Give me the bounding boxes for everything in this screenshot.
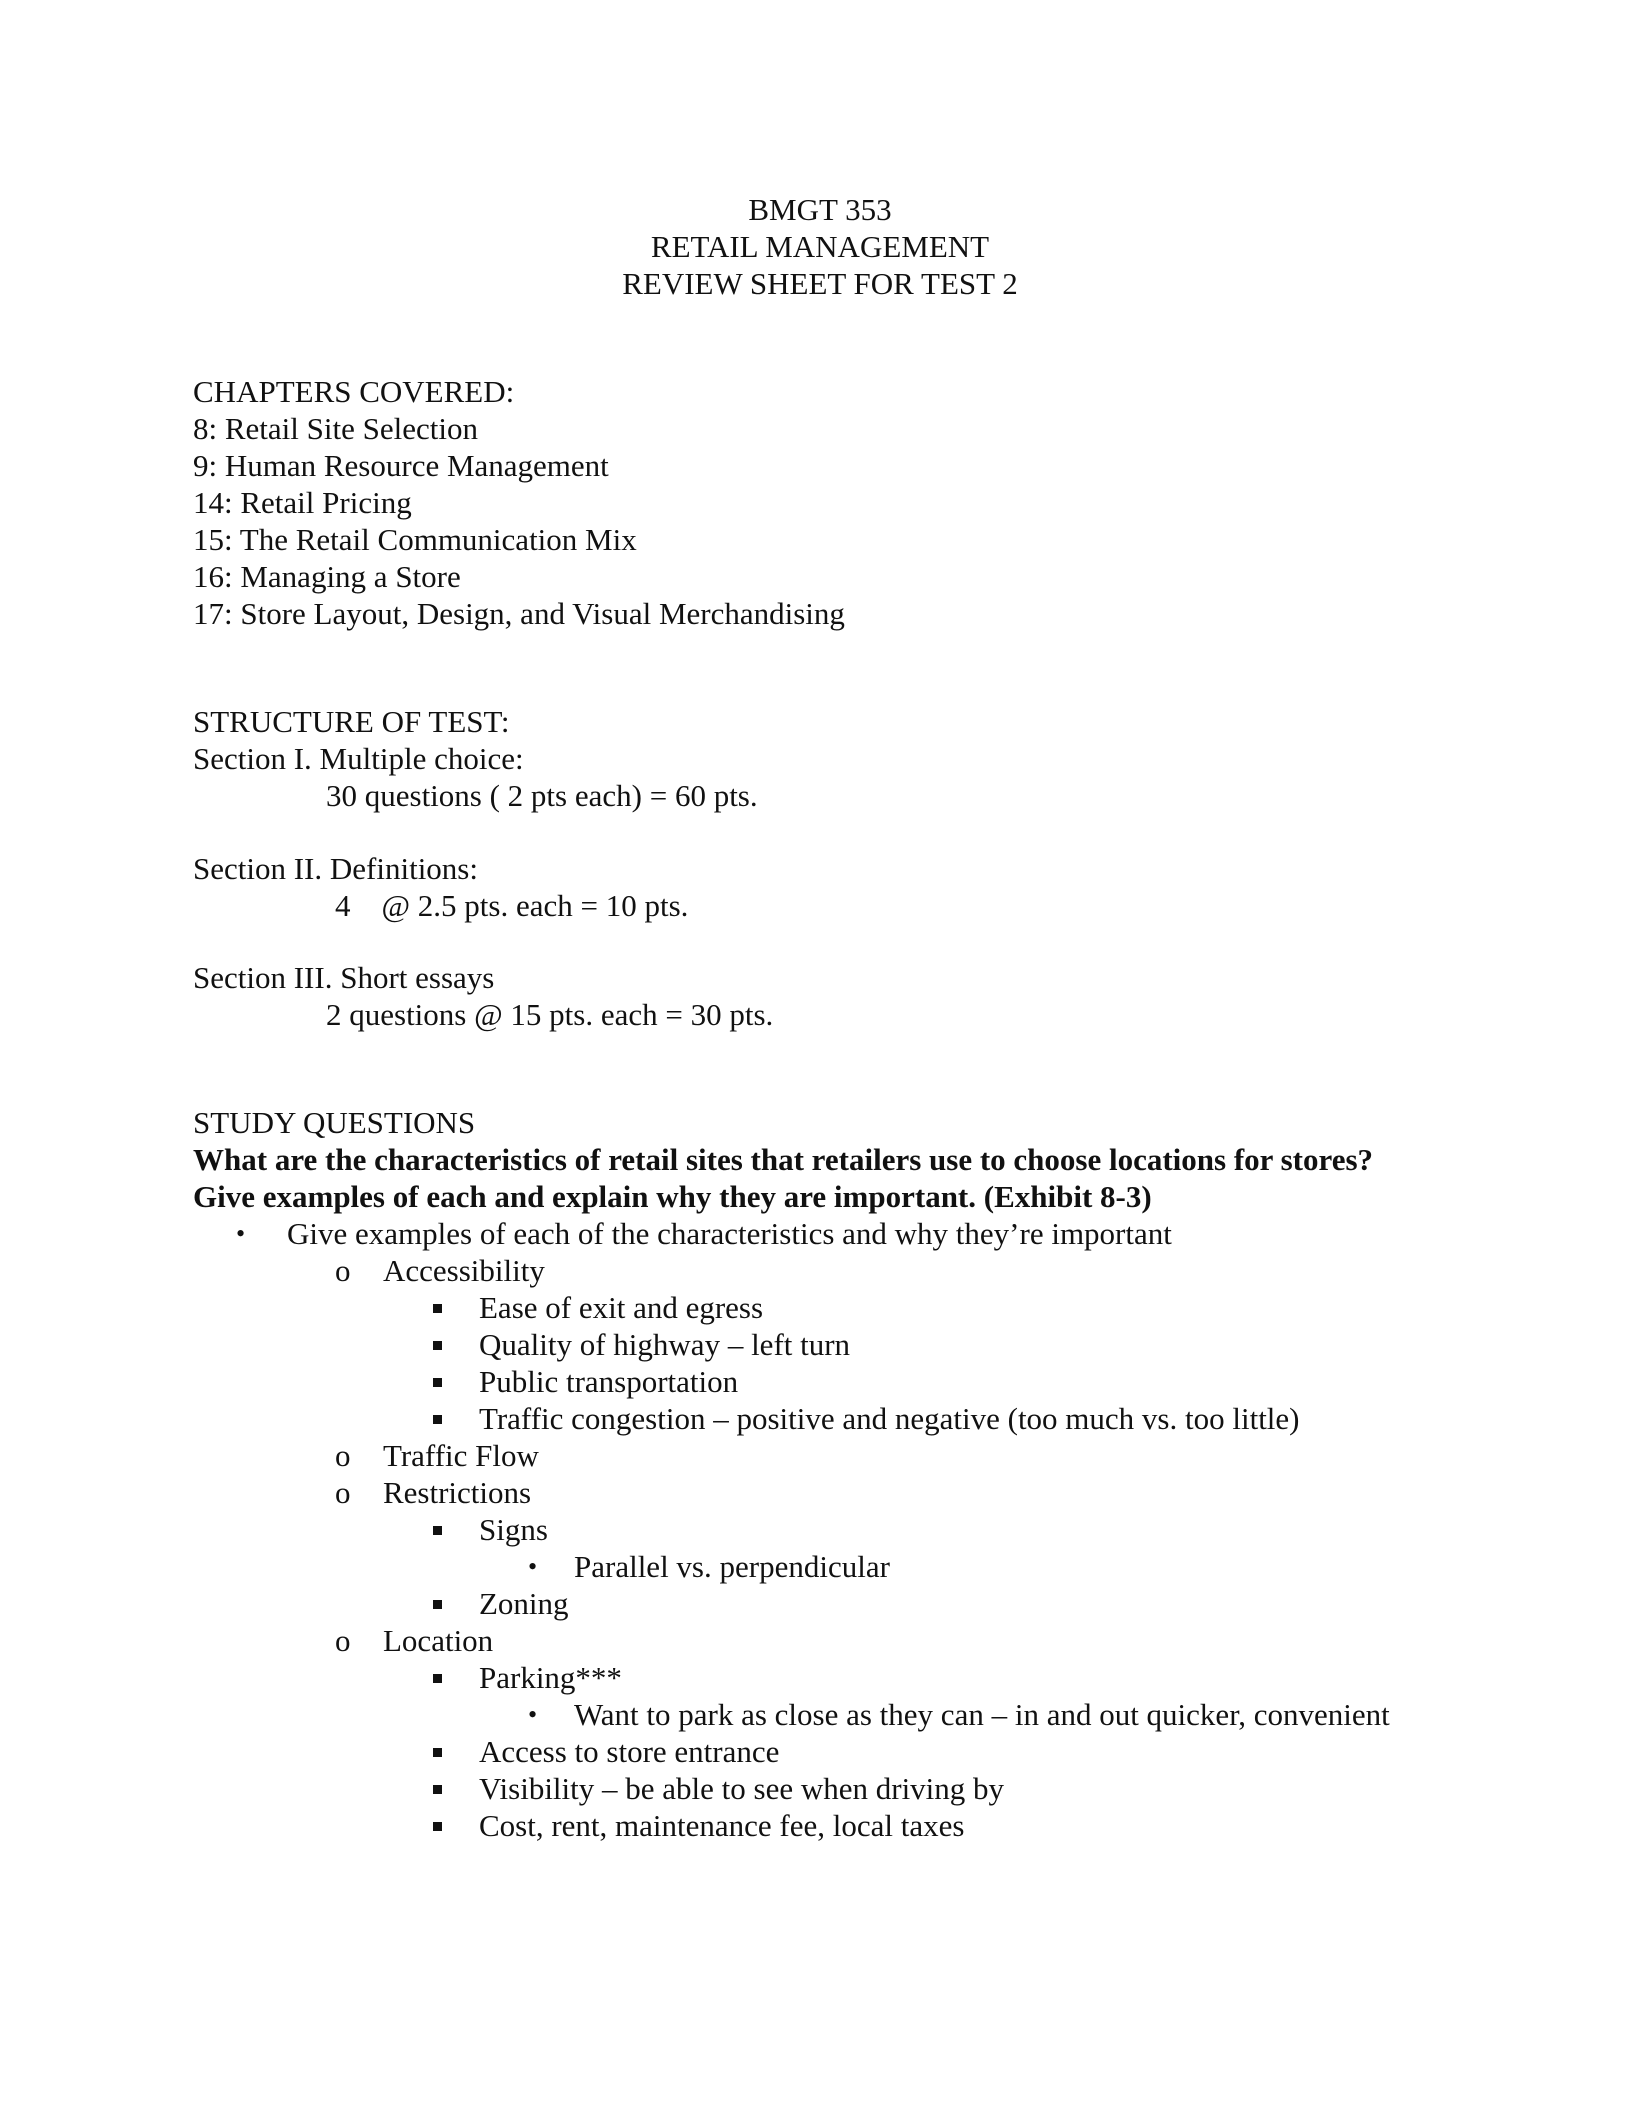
structure-heading: STRUCTURE OF TEST: (193, 704, 510, 739)
list-item: o Location (335, 1623, 494, 1658)
list-item: Visibility – be able to see when driving by (193, 1770, 1493, 1807)
list-item: Ease of exit and egress (193, 1289, 1493, 1326)
chapter-item: 9: Human Resource Management (193, 448, 609, 483)
square-bullet-icon (433, 1807, 442, 1844)
list-item: Quality of highway – left turn (193, 1326, 1493, 1363)
study-heading: STUDY QUESTIONS (193, 1105, 476, 1140)
square-bullet-icon (433, 1770, 442, 1807)
square-bullet-icon (433, 1326, 442, 1363)
square-bullet-icon (433, 1363, 442, 1400)
chapter-item: 8: Retail Site Selection (193, 411, 478, 446)
section-detail: 4 @ 2.5 pts. each = 10 pts. (335, 888, 689, 923)
square-bullet-icon (433, 1659, 442, 1696)
bullet-marker: • (528, 1552, 538, 1581)
section-title: Section III. Short essays (193, 960, 495, 995)
list-item: Signs (193, 1511, 1493, 1548)
structure-section (193, 703, 1493, 814)
study-question-line: What are the characteristics of retail sites that retailers use to choose locations for stores? (193, 1142, 1374, 1177)
section-title: Section I. Multiple choice: (193, 741, 524, 776)
list-item: o Restrictions (335, 1475, 532, 1510)
chapter-item: 14: Retail Pricing (193, 485, 412, 520)
list-item: o Accessibility (335, 1253, 545, 1288)
section-detail: 30 questions ( 2 pts each) = 60 pts. (326, 778, 758, 813)
square-bullet-icon (433, 1511, 442, 1548)
list-item: o Traffic Flow (335, 1438, 539, 1473)
bullet-marker: • (528, 1700, 538, 1729)
course-code: BMGT 353 (748, 192, 892, 227)
circle-marker: o (335, 1623, 351, 1658)
list-item: Parking*** (193, 1659, 1493, 1696)
list-item: Public transportation (193, 1363, 1493, 1400)
document-header (0, 191, 1640, 302)
chapter-item: 15: The Retail Communication Mix (193, 522, 637, 557)
square-bullet-icon (433, 1585, 442, 1622)
study-section (193, 1104, 1493, 1844)
square-bullet-icon (433, 1289, 442, 1326)
section-title: Section II. Definitions: (193, 851, 478, 886)
study-question-line: Give examples of each and explain why they are important. (Exhibit 8-3) (193, 1179, 1152, 1214)
chapters-heading: CHAPTERS COVERED: (193, 374, 515, 409)
study-outline (193, 1215, 1493, 1844)
list-item: • Give examples of each of the characteristics and why they’re important (236, 1216, 1172, 1251)
chapters-section (193, 373, 1493, 632)
structure-section-2 (193, 850, 1493, 924)
list-item: Traffic congestion – positive and negative (too much vs. too little) (193, 1400, 1493, 1437)
sheet-title: REVIEW SHEET FOR TEST 2 (622, 266, 1018, 301)
bullet-marker: • (236, 1219, 246, 1248)
square-bullet-icon (433, 1733, 442, 1770)
structure-section-3 (193, 959, 1493, 1033)
list-item: • Parallel vs. perpendicular (528, 1549, 890, 1584)
square-bullet-icon (433, 1400, 442, 1437)
list-item: Access to store entrance (193, 1733, 1493, 1770)
chapter-item: 17: Store Layout, Design, and Visual Merchandising (193, 596, 845, 631)
list-item: Cost, rent, maintenance fee, local taxes (193, 1807, 1493, 1844)
chapter-item: 16: Managing a Store (193, 559, 461, 594)
course-subject: RETAIL MANAGEMENT (650, 229, 990, 264)
circle-marker: o (335, 1438, 351, 1473)
circle-marker: o (335, 1253, 351, 1288)
circle-marker: o (335, 1475, 351, 1510)
list-item: Zoning (193, 1585, 1493, 1622)
list-item: • Want to park as close as they can – in and out quicker, convenient (528, 1697, 1390, 1732)
section-detail: 2 questions @ 15 pts. each = 30 pts. (326, 997, 774, 1032)
